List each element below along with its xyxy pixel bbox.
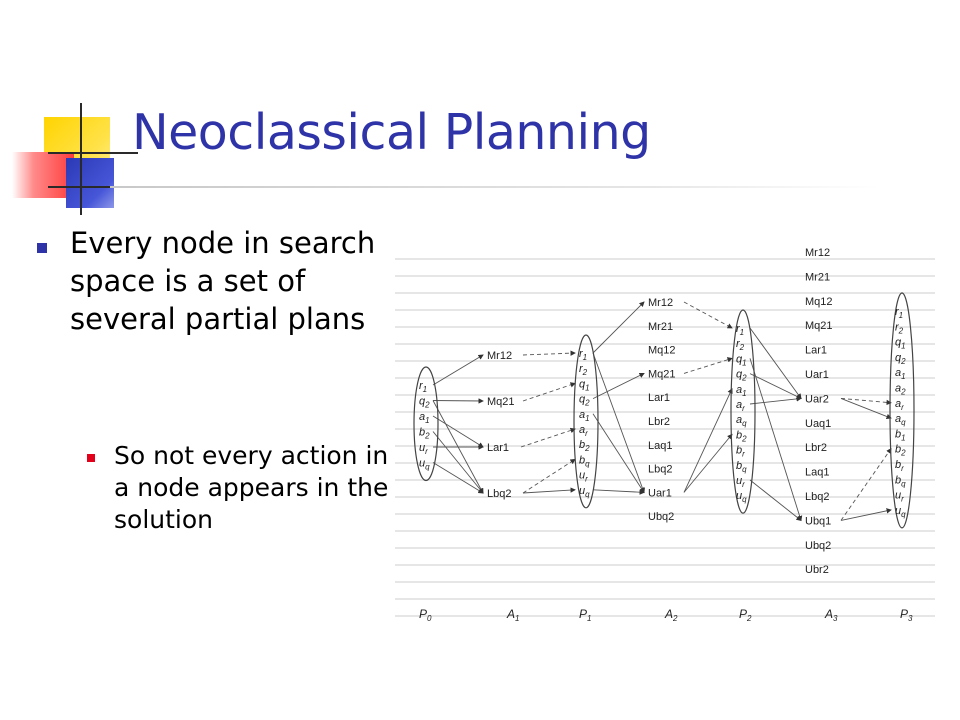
graph-edge bbox=[433, 401, 483, 402]
action-label: Uar2 bbox=[805, 393, 829, 406]
proposition-label: $a_r$ bbox=[895, 397, 904, 412]
proposition-label: $a_1$ bbox=[895, 367, 906, 382]
decor-blue-square bbox=[66, 158, 114, 208]
graph-labels bbox=[419, 247, 913, 623]
faded-text-line bbox=[395, 275, 935, 277]
proposition-label: $u_r$ bbox=[736, 475, 745, 489]
proposition-label: $q_2$ bbox=[736, 368, 747, 383]
faded-text-line bbox=[395, 581, 935, 583]
action-label: Ubr2 bbox=[805, 564, 829, 577]
graph-edge bbox=[750, 398, 801, 404]
proposition-label: $u_r$ bbox=[895, 489, 904, 504]
proposition-label: $b_r$ bbox=[895, 459, 904, 473]
action-label: Lar1 bbox=[487, 442, 510, 454]
proposition-label: $q_2$ bbox=[419, 395, 430, 410]
proposition-label: $a_q$ bbox=[895, 413, 906, 428]
action-label: Lbq2 bbox=[487, 488, 512, 500]
faded-text-line bbox=[395, 309, 935, 311]
proposition-label: $a_q$ bbox=[736, 414, 747, 429]
proposition-label: $q_2$ bbox=[895, 351, 906, 366]
action-label: Lar1 bbox=[648, 392, 671, 405]
action-label: Mq12 bbox=[805, 295, 833, 308]
graph-edge bbox=[841, 510, 891, 521]
proposition-label: $u_q$ bbox=[736, 490, 747, 505]
action-label: Ubq1 bbox=[805, 515, 832, 528]
action-label: Mq21 bbox=[487, 396, 515, 408]
proposition-label: $b_q$ bbox=[895, 474, 906, 489]
proposition-label: $b_2$ bbox=[419, 426, 430, 441]
faded-text-line bbox=[395, 292, 935, 294]
proposition-label: $u_q$ bbox=[579, 484, 590, 499]
action-label: Laq1 bbox=[648, 439, 673, 452]
proposition-label: $u_r$ bbox=[579, 469, 588, 484]
bullet-text: Every node in search space is a set of several partial plans bbox=[70, 226, 376, 336]
faded-text-line bbox=[395, 598, 935, 600]
action-label: Mr21 bbox=[648, 320, 674, 333]
proposition-label: $b_1$ bbox=[895, 428, 906, 443]
faded-text-line bbox=[395, 428, 935, 430]
graph-edge bbox=[433, 355, 483, 385]
level-label: $A_3$ bbox=[825, 607, 838, 623]
graph-edge bbox=[523, 353, 575, 355]
planning-graph-figure bbox=[395, 236, 955, 636]
action-label: Mq21 bbox=[805, 320, 833, 333]
subbullet-marker-square bbox=[87, 454, 95, 462]
action-label: Mr12 bbox=[805, 247, 831, 259]
level-label: $P_2$ bbox=[739, 607, 752, 623]
graph-edge bbox=[841, 398, 891, 418]
action-label: Mr21 bbox=[805, 271, 831, 284]
proposition-label: $q_1$ bbox=[736, 353, 747, 368]
graph-edge bbox=[523, 459, 575, 493]
proposition-label: $r_1$ bbox=[579, 348, 588, 362]
proposition-label: $b_2$ bbox=[895, 443, 906, 458]
graph-edge bbox=[433, 416, 483, 447]
action-label: Lar1 bbox=[805, 344, 828, 357]
faded-text-line bbox=[395, 258, 935, 260]
action-label: Mr12 bbox=[487, 350, 513, 362]
proposition-label: $q_1$ bbox=[579, 378, 590, 393]
proposition-label: $b_2$ bbox=[736, 429, 747, 444]
faded-text-line bbox=[395, 360, 935, 362]
faded-background-text bbox=[395, 258, 935, 617]
proposition-label: $r_1$ bbox=[736, 323, 745, 337]
proposition-label: $a_1$ bbox=[736, 383, 747, 398]
graph-edge bbox=[593, 353, 644, 492]
slide-title: Neoclassical Planning bbox=[132, 104, 651, 161]
faded-text-line bbox=[395, 411, 935, 413]
proposition-label: $b_2$ bbox=[579, 439, 590, 454]
level-label: $P_3$ bbox=[900, 607, 913, 623]
level-label: $P_1$ bbox=[579, 607, 592, 623]
decor-red-square bbox=[12, 152, 74, 198]
action-label: Lbr2 bbox=[805, 442, 828, 455]
decor-vertical-line bbox=[80, 103, 82, 215]
level-label: $A_1$ bbox=[507, 607, 520, 623]
proposition-label: $r_1$ bbox=[419, 380, 428, 394]
action-label: Uaq1 bbox=[805, 417, 832, 430]
level-label: $P_0$ bbox=[419, 607, 432, 623]
action-label: Ubq2 bbox=[648, 511, 675, 524]
faded-text-line bbox=[395, 530, 935, 532]
proposition-label: $b_q$ bbox=[579, 454, 590, 469]
title-underline bbox=[110, 186, 880, 188]
action-label: Ubq2 bbox=[805, 539, 832, 552]
proposition-label: $a_1$ bbox=[579, 408, 590, 423]
action-label: Uar1 bbox=[648, 487, 672, 500]
proposition-label: $q_2$ bbox=[579, 393, 590, 408]
graph-edge bbox=[593, 490, 644, 493]
action-label: Laq1 bbox=[805, 466, 830, 479]
graph-edge bbox=[523, 490, 575, 493]
bullet-marker-square bbox=[37, 243, 47, 253]
proposition-label: $a_r$ bbox=[736, 399, 745, 413]
proposition-label: $r_2$ bbox=[579, 363, 588, 378]
graph-edge bbox=[841, 449, 891, 521]
graph-edge bbox=[684, 389, 732, 493]
graph-edge bbox=[521, 429, 575, 447]
proposition-label: $a_1$ bbox=[419, 411, 430, 425]
proposition-label: $a_2$ bbox=[895, 382, 906, 397]
action-label: Uar1 bbox=[805, 369, 829, 381]
level-label: $A_2$ bbox=[665, 607, 678, 623]
graph-edge bbox=[841, 398, 891, 402]
proposition-label: $a_r$ bbox=[579, 424, 588, 438]
graph-edge bbox=[523, 383, 575, 401]
graph-edge bbox=[684, 302, 732, 328]
action-label: Mq12 bbox=[648, 344, 676, 357]
proposition-label: $u_q$ bbox=[895, 504, 906, 519]
action-label: Lbq2 bbox=[648, 463, 673, 476]
action-label: Mq21 bbox=[648, 368, 676, 381]
subbullet-text: So not every action in a node appears in the solution bbox=[114, 441, 389, 534]
proposition-label: $r_2$ bbox=[736, 338, 745, 353]
proposition-label: $r_2$ bbox=[895, 321, 904, 336]
graph-edge bbox=[750, 328, 801, 398]
faded-text-line bbox=[395, 547, 935, 549]
proposition-label: $b_q$ bbox=[736, 459, 747, 474]
proposition-label: $r_1$ bbox=[895, 306, 904, 320]
action-label: Mr12 bbox=[648, 297, 674, 309]
faded-text-line bbox=[395, 564, 935, 566]
proposition-label: $b_r$ bbox=[736, 444, 745, 459]
proposition-label: $u_r$ bbox=[419, 442, 428, 456]
proposition-label: $u_q$ bbox=[419, 457, 430, 472]
action-label: Lbq2 bbox=[805, 491, 830, 503]
graph-edge bbox=[433, 463, 483, 494]
decor-horizontal-line bbox=[48, 152, 138, 154]
proposition-label: $q_1$ bbox=[895, 336, 906, 351]
action-label: Lbr2 bbox=[648, 416, 671, 428]
